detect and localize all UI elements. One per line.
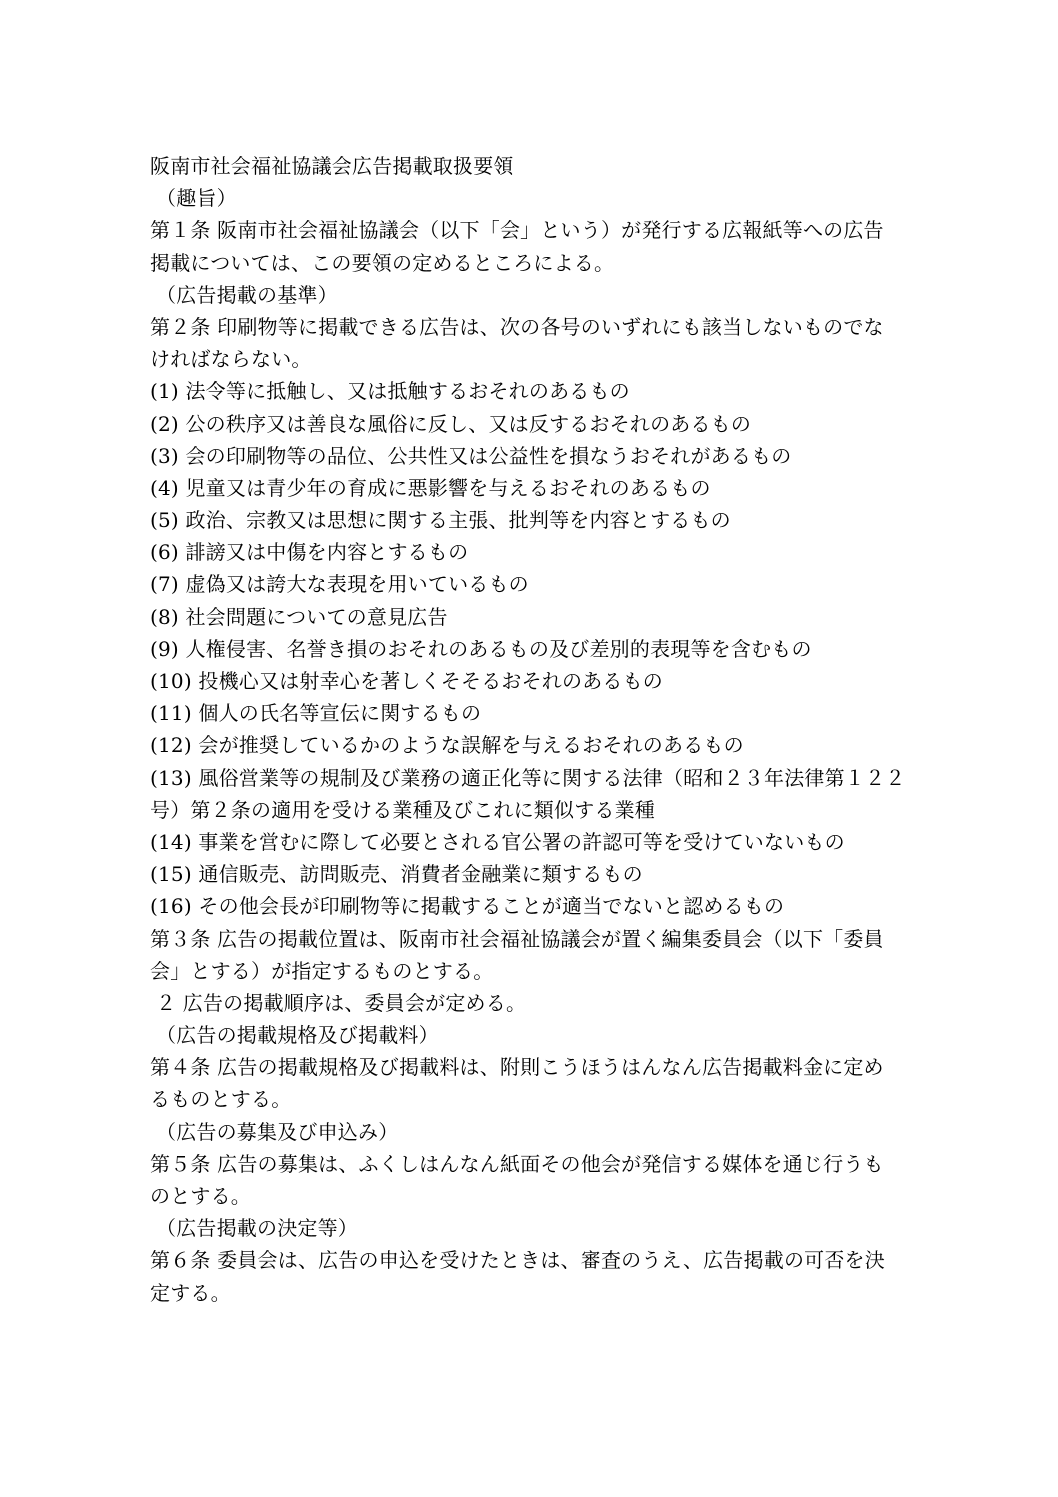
list-item: (3) 会の印刷物等の品位、公共性又は公益性を損なうおそれがあるもの xyxy=(150,443,792,468)
document-body xyxy=(150,150,920,1309)
list-item: (5) 政治、宗教又は思想に関する主張、批判等を内容とするもの xyxy=(150,508,731,533)
section-heading: （趣旨） xyxy=(156,186,237,211)
article-text: 定する。 xyxy=(150,1280,231,1305)
section-heading: （広告掲載の基準） xyxy=(156,282,338,307)
article-text: るものとする。 xyxy=(150,1087,292,1112)
list-item: (7) 虚偽又は誇大な表現を用いているもの xyxy=(150,572,529,597)
list-item: (4) 児童又は青少年の育成に悪影響を与えるおそれのあるもの xyxy=(150,475,711,500)
list-item: (10) 投機心又は射幸心を著しくそそるおそれのあるもの xyxy=(150,669,664,693)
article-text: 第５条 広告の募集は、ふくしはんなん紙面その他会が発信する媒体を通じ行うも xyxy=(150,1151,884,1176)
article-text: 会」とする）が指定するものとする。 xyxy=(150,958,494,983)
article-text: のとする。 xyxy=(150,1184,251,1208)
article-text: 第４条 広告の掲載規格及び掲載料は、附則こうほうはんなん広告掲載料金に定め xyxy=(150,1055,884,1080)
list-item: (1) 法令等に抵触し、又は抵触するおそれのあるもの xyxy=(150,379,630,404)
article-text: 掲載については、この要領の定めるところによる。 xyxy=(150,250,615,275)
section-heading: （広告の募集及び申込み） xyxy=(156,1119,399,1144)
article-text: 第３条 広告の掲載位置は、阪南市社会福祉協議会が置く編集委員会（以下「委員 xyxy=(150,926,884,951)
article-paragraph: ２ 広告の掲載順序は、委員会が定める。 xyxy=(156,990,527,1015)
document-title: 阪南市社会福祉協議会広告掲載取扱要領 xyxy=(150,154,514,178)
article-text: 第６条 委員会は、広告の申込を受けたときは、審査のうえ、広告掲載の可否を決 xyxy=(150,1248,885,1273)
section-heading: （広告の掲載規格及び掲載料） xyxy=(156,1023,439,1048)
list-item: (6) 誹謗又は中傷を内容とするもの xyxy=(150,540,469,565)
list-item: (13) 風俗営業等の規制及び業務の適正化等に関する法律（昭和２３年法律第１２２ xyxy=(150,765,906,790)
article-text: 第２条 印刷物等に掲載できる広告は、次の各号のいずれにも該当しないものでな xyxy=(150,314,884,339)
list-item: (12) 会が推奨しているかのような誤解を与えるおそれのあるもの xyxy=(150,733,744,758)
article-text: 第１条 阪南市社会福祉協議会（以下「会」という）が発行する広報紙等への広告 xyxy=(150,218,884,243)
list-item: (2) 公の秩序又は善良な風俗に反し、又は反するおそれのあるもの xyxy=(150,411,752,436)
section-heading: （広告掲載の決定等） xyxy=(156,1216,358,1241)
list-item: (8) 社会問題についての意見広告 xyxy=(150,604,448,629)
list-item: (9) 人権侵害、名誉き損のおそれのあるもの及び差別的表現等を含むもの xyxy=(150,636,812,661)
list-item: (11) 個人の氏名等宣伝に関するもの xyxy=(150,701,482,726)
list-item: (16) その他会長が印刷物等に掲載することが適当でないと認めるもの xyxy=(150,894,785,919)
list-item: 号）第２条の適用を受ける業種及びこれに類似する業種 xyxy=(150,797,655,822)
article-text: ければならない。 xyxy=(150,347,312,372)
list-item: (15) 通信販売、訪問販売、消費者金融業に類するもの xyxy=(150,862,643,887)
list-item: (14) 事業を営むに際して必要とされる官公署の許認可等を受けていないもの xyxy=(150,829,845,854)
